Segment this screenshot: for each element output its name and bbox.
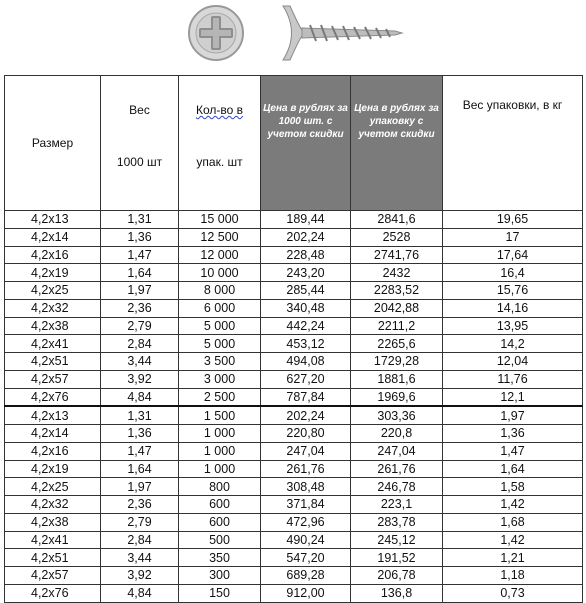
cell-price-pack: 261,76 — [351, 460, 443, 478]
cell-size: 4,2х41 — [5, 531, 101, 549]
cell-weight: 1,64 — [101, 460, 179, 478]
cell-weight: 2,84 — [101, 531, 179, 549]
cell-price-1000: 453,12 — [261, 335, 351, 353]
cell-price-1000: 202,24 — [261, 406, 351, 424]
header-size: Размер — [5, 76, 101, 211]
cell-price-1000: 202,24 — [261, 228, 351, 246]
header-price-1000: Цена в рублях за 1000 шт. с учетом скидки — [261, 76, 351, 211]
cell-weight: 1,31 — [101, 406, 179, 424]
cell-size: 4,2х14 — [5, 228, 101, 246]
cell-qty: 5 000 — [179, 317, 261, 335]
table-row — [5, 264, 583, 282]
table-row — [5, 425, 583, 443]
table-row — [5, 460, 583, 478]
table-row — [5, 317, 583, 335]
cell-weight: 1,36 — [101, 228, 179, 246]
cell-qty: 3 000 — [179, 370, 261, 388]
cell-pack-weight: 1,64 — [443, 460, 583, 478]
cell-pack-weight: 12,1 — [443, 388, 583, 406]
cell-size: 4,2х19 — [5, 460, 101, 478]
table-row — [5, 228, 583, 246]
cell-weight: 2,79 — [101, 317, 179, 335]
table-row — [5, 353, 583, 371]
cell-qty: 1 000 — [179, 425, 261, 443]
cell-pack-weight: 0,73 — [443, 584, 583, 602]
cell-weight: 2,36 — [101, 299, 179, 317]
cell-size: 4,2х51 — [5, 549, 101, 567]
cell-price-pack: 191,52 — [351, 549, 443, 567]
cell-pack-weight: 15,76 — [443, 282, 583, 300]
screw-head-icon — [189, 6, 243, 60]
cell-price-1000: 261,76 — [261, 460, 351, 478]
table-row — [5, 513, 583, 531]
cell-price-1000: 228,48 — [261, 246, 351, 264]
header-weight: Вес 1000 шт — [101, 76, 179, 211]
cell-price-1000: 247,04 — [261, 442, 351, 460]
cell-weight: 3,92 — [101, 370, 179, 388]
cell-price-pack: 246,78 — [351, 478, 443, 496]
cell-weight: 2,36 — [101, 496, 179, 514]
cell-pack-weight: 1,97 — [443, 406, 583, 424]
cell-qty: 1 000 — [179, 442, 261, 460]
cell-price-1000: 627,20 — [261, 370, 351, 388]
cell-size: 4,2х25 — [5, 478, 101, 496]
cell-price-1000: 494,08 — [261, 353, 351, 371]
cell-size: 4,2х32 — [5, 299, 101, 317]
cell-qty: 500 — [179, 531, 261, 549]
cell-size: 4,2х13 — [5, 406, 101, 424]
cell-qty: 2 500 — [179, 388, 261, 406]
cell-weight: 2,79 — [101, 513, 179, 531]
cell-price-1000: 243,20 — [261, 264, 351, 282]
cell-size: 4,2х19 — [5, 264, 101, 282]
cell-qty: 600 — [179, 496, 261, 514]
cell-qty: 800 — [179, 478, 261, 496]
cell-pack-weight: 1,58 — [443, 478, 583, 496]
cell-size: 4,2х38 — [5, 513, 101, 531]
cell-price-pack: 1969,6 — [351, 388, 443, 406]
cell-size: 4,2х14 — [5, 425, 101, 443]
cell-weight: 1,36 — [101, 425, 179, 443]
cell-qty: 350 — [179, 549, 261, 567]
cell-weight: 2,84 — [101, 335, 179, 353]
cell-qty: 3 500 — [179, 353, 261, 371]
cell-qty: 150 — [179, 584, 261, 602]
table-row — [5, 406, 583, 424]
cell-size: 4,2х13 — [5, 211, 101, 229]
cell-size: 4,2х57 — [5, 567, 101, 585]
cell-weight: 1,97 — [101, 478, 179, 496]
cell-price-1000: 340,48 — [261, 299, 351, 317]
cell-price-pack: 2211,2 — [351, 317, 443, 335]
cell-price-1000: 220,80 — [261, 425, 351, 443]
table-row — [5, 442, 583, 460]
header-qty: Кол-во в упак. шт — [179, 76, 261, 211]
cell-price-pack: 223,1 — [351, 496, 443, 514]
cell-price-pack: 1881,6 — [351, 370, 443, 388]
cell-pack-weight: 1,47 — [443, 442, 583, 460]
cell-pack-weight: 17,64 — [443, 246, 583, 264]
cell-weight: 3,44 — [101, 353, 179, 371]
cell-price-1000: 490,24 — [261, 531, 351, 549]
cell-size: 4,2х32 — [5, 496, 101, 514]
cell-size: 4,2х76 — [5, 584, 101, 602]
cell-pack-weight: 1,42 — [443, 496, 583, 514]
cell-price-1000: 689,28 — [261, 567, 351, 585]
cell-pack-weight: 12,04 — [443, 353, 583, 371]
cell-size: 4,2х51 — [5, 353, 101, 371]
cell-price-1000: 547,20 — [261, 549, 351, 567]
cell-pack-weight: 14,16 — [443, 299, 583, 317]
cell-price-1000: 472,96 — [261, 513, 351, 531]
cell-price-pack: 2741,76 — [351, 246, 443, 264]
cell-qty: 12 500 — [179, 228, 261, 246]
header-price-pack: Цена в рублях за упаковку с учетом скидки — [351, 76, 443, 211]
table-row — [5, 299, 583, 317]
cell-price-pack: 136,8 — [351, 584, 443, 602]
cell-size: 4,2х57 — [5, 370, 101, 388]
cell-pack-weight: 1,68 — [443, 513, 583, 531]
cell-pack-weight: 1,21 — [443, 549, 583, 567]
cell-size: 4,2х41 — [5, 335, 101, 353]
cell-price-pack: 283,78 — [351, 513, 443, 531]
cell-pack-weight: 13,95 — [443, 317, 583, 335]
cell-qty: 600 — [179, 513, 261, 531]
cell-weight: 1,31 — [101, 211, 179, 229]
table-row — [5, 549, 583, 567]
cell-qty: 6 000 — [179, 299, 261, 317]
cell-qty: 1 500 — [179, 406, 261, 424]
cell-price-pack: 2528 — [351, 228, 443, 246]
table-row — [5, 531, 583, 549]
cell-price-pack: 303,36 — [351, 406, 443, 424]
cell-pack-weight: 19,65 — [443, 211, 583, 229]
cell-qty: 8 000 — [179, 282, 261, 300]
cell-price-pack: 2283,52 — [351, 282, 443, 300]
cell-pack-weight: 17 — [443, 228, 583, 246]
table-row — [5, 478, 583, 496]
table-row — [5, 335, 583, 353]
cell-price-1000: 371,84 — [261, 496, 351, 514]
cell-weight: 1,47 — [101, 442, 179, 460]
cell-qty: 5 000 — [179, 335, 261, 353]
cell-pack-weight: 1,42 — [443, 531, 583, 549]
cell-weight: 1,64 — [101, 264, 179, 282]
cell-weight: 3,44 — [101, 549, 179, 567]
cell-price-1000: 912,00 — [261, 584, 351, 602]
cell-qty: 12 000 — [179, 246, 261, 264]
cell-price-1000: 285,44 — [261, 282, 351, 300]
table-header-row — [5, 76, 583, 211]
cell-price-pack: 2432 — [351, 264, 443, 282]
cell-weight: 4,84 — [101, 584, 179, 602]
cell-price-1000: 787,84 — [261, 388, 351, 406]
cell-price-pack: 247,04 — [351, 442, 443, 460]
table-row — [5, 370, 583, 388]
cell-price-pack: 1729,28 — [351, 353, 443, 371]
table-row — [5, 496, 583, 514]
cell-price-1000: 442,24 — [261, 317, 351, 335]
cell-pack-weight: 1,36 — [443, 425, 583, 443]
table-row — [5, 211, 583, 229]
cell-price-1000: 189,44 — [261, 211, 351, 229]
cell-qty: 10 000 — [179, 264, 261, 282]
header-pack-weight: Вес упаковки, в кг — [443, 76, 583, 211]
price-table — [4, 75, 583, 603]
cell-pack-weight: 16,4 — [443, 264, 583, 282]
product-images — [0, 0, 586, 75]
cell-qty: 300 — [179, 567, 261, 585]
cell-price-pack: 2265,6 — [351, 335, 443, 353]
cell-pack-weight: 1,18 — [443, 567, 583, 585]
cell-price-pack: 2042,88 — [351, 299, 443, 317]
cell-size: 4,2х25 — [5, 282, 101, 300]
table-row — [5, 388, 583, 406]
cell-size: 4,2х38 — [5, 317, 101, 335]
cell-weight: 1,47 — [101, 246, 179, 264]
screw-side-icon — [283, 6, 402, 60]
cell-price-pack: 206,78 — [351, 567, 443, 585]
table-row — [5, 282, 583, 300]
cell-price-1000: 308,48 — [261, 478, 351, 496]
table-row — [5, 567, 583, 585]
table-row — [5, 584, 583, 602]
cell-price-pack: 2841,6 — [351, 211, 443, 229]
cell-size: 4,2х16 — [5, 246, 101, 264]
cell-weight: 1,97 — [101, 282, 179, 300]
cell-qty: 15 000 — [179, 211, 261, 229]
table-row — [5, 246, 583, 264]
cell-qty: 1 000 — [179, 460, 261, 478]
cell-weight: 4,84 — [101, 388, 179, 406]
cell-pack-weight: 14,2 — [443, 335, 583, 353]
cell-price-pack: 220,8 — [351, 425, 443, 443]
cell-size: 4,2х76 — [5, 388, 101, 406]
cell-price-pack: 245,12 — [351, 531, 443, 549]
cell-pack-weight: 11,76 — [443, 370, 583, 388]
cell-size: 4,2х16 — [5, 442, 101, 460]
cell-weight: 3,92 — [101, 567, 179, 585]
